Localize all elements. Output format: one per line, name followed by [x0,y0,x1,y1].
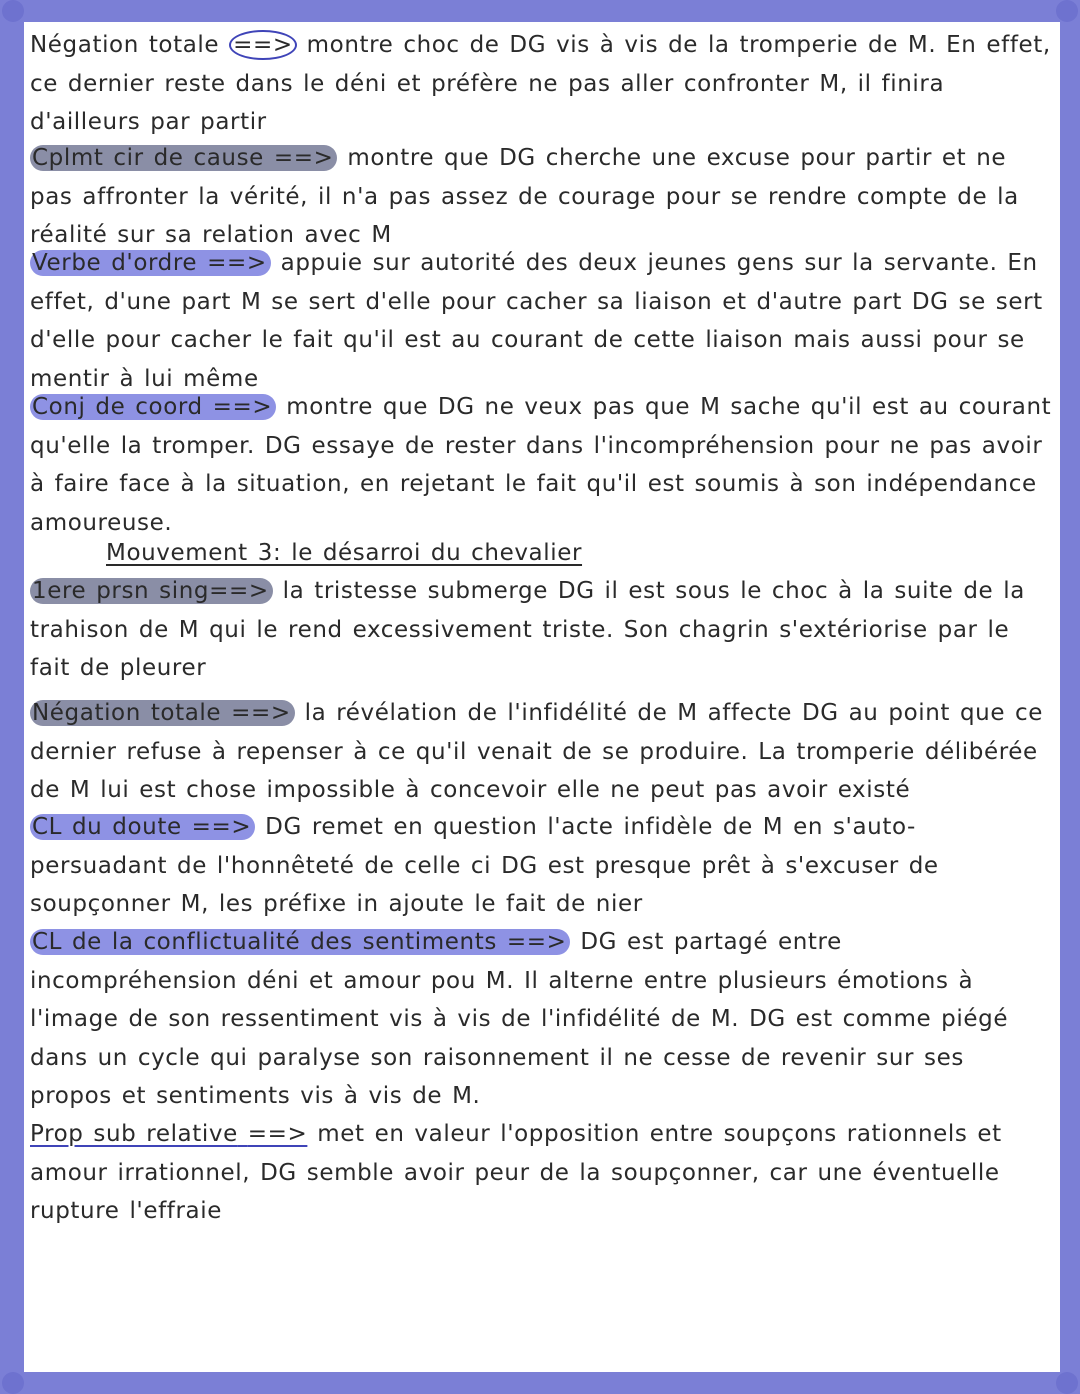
frame-corner [1056,1372,1078,1394]
paragraph-text: montre que DG cherche une excuse pour partir et ne pas affronter la vérité, il n'a pas assez de courage pour se rendre compte de la réalité sur sa relation avec M [30,145,1019,248]
grammar-tag: Verbe d'ordre ==> [30,250,271,276]
paragraph-text: appuie sur autorité des deux jeunes gens sur la servante. En effet, d'une part M se sert d'elle pour cacher sa liaison et d'autre part DG se sert d'elle pour cacher le fait qu'il est au courant de cette liaison mais aussi pour se mentir à lui même [30,250,1043,392]
grammar-tag: CL de la conflictualité des sentiments ==> [30,929,570,955]
note-page [24,22,1060,1372]
grammar-tag: Conj de coord ==> [30,394,276,420]
frame-corner [2,0,24,22]
grammar-tag: 1ere prsn sing==> [30,578,273,604]
frame-corner [2,1372,24,1394]
paragraph-text: montre choc de DG vis à vis de la tromperie de M. En effet, ce dernier reste dans le déni et préfère ne pas aller confronter M, il finira d'ailleurs par partir [30,32,1051,135]
frame-corner [1056,0,1078,22]
paragraph [30,572,1052,688]
paragraph-text: met en valeur l'opposition entre soupçons rationnels et amour irrationnel, DG semble avoir peur de la soupçonner, car une éventuelle rupture l'effraie [30,1121,1002,1224]
paragraph-text: la révélation de l'infidélité de M affecte DG au point que ce dernier refuse à repenser à ce qu'il venait de se produire. La tromperie délibérée de M lui est chose impossible à concevoir elle ne peut pas avoir existé [30,700,1043,803]
grammar-tag: Prop sub relative ==> [30,1121,308,1147]
paragraph-text: montre que DG ne veux pas que M sache qu'il est au courant qu'elle la tromper. DG essaye de rester dans l'incompréhension pour ne pas avoir à faire face à la situation, en rejetant le fait qu'il est soumis à son indépendance amoureuse. [30,394,1052,536]
grammar-tag: Négation totale ==> [30,30,297,60]
paragraph [30,1115,1052,1231]
paragraph-text: la tristesse submerge DG il est sous le choc à la suite de la trahison de M qui le rend excessivement triste. Son chagrin s'extériorise par le fait de pleurer [30,578,1025,681]
grammar-tag: Négation totale ==> [30,700,295,726]
section-title: Mouvement 3: le désarroi du chevalier [106,540,583,566]
paragraph [30,923,1052,1116]
paragraph-text: DG est partagé entre incompréhension déni et amour pou M. Il alterne entre plusieurs émotions à l'image de son ressentiment vis à vis de l'infidélité de M. DG est comme piégé dans un cycle qui paralyse son raisonnement il ne cesse de revenir sur ses propos et sentiments vis à vis de M. [30,929,1009,1109]
paragraph [30,139,1052,255]
paragraph-text: DG remet en question l'acte infidèle de M en s'auto-persuadant de l'honnêteté de celle ci DG est presque prêt à s'excuser de soupçonner M, les préfixe in ajoute le fait de nier [30,814,939,917]
paragraph [30,244,1052,398]
paragraph [30,388,1052,542]
grammar-tag: Cplmt cir de cause ==> [30,145,337,171]
paragraph [30,808,1052,924]
paragraph [30,26,1052,142]
grammar-tag: CL du doute ==> [30,814,255,840]
paragraph [30,694,1052,810]
